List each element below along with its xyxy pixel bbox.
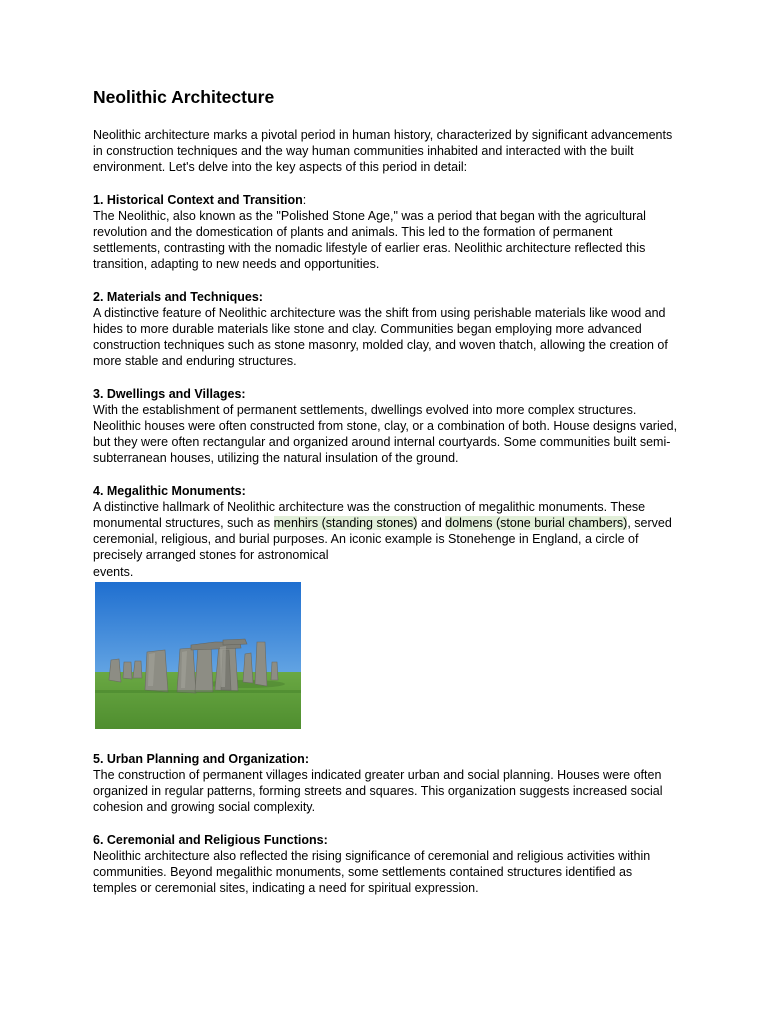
- document-content: [93, 86, 678, 913]
- section-ceremonial: [93, 832, 678, 897]
- section-megalithic: [93, 483, 678, 580]
- section-heading: 6. Ceremonial and Religious Functions:: [93, 832, 328, 847]
- section-body-part: , served ceremonial, religious, and burial purposes. An iconic example is Stonehenge in England, a circle of precisely arranged stones for astronomical: [93, 516, 672, 563]
- section-heading: 1. Historical Context and Transition:: [93, 192, 307, 207]
- section-body: Neolithic architecture also reflected the rising significance of ceremonial and religious activities within communities. Beyond megalithic monuments, some settlements contained structures identified as temples or ceremonial sites, indicating a need for spiritual expression.: [93, 848, 651, 896]
- section-body: With the establishment of permanent settlements, dwellings evolved into more complex structures. Neolithic houses were often constructed from stone, clay, or a combination of both. House designs varied, but they were often rectangular and organized around internal courtyards. Some communities built semi-subterranean houses, utilizing the natural insulation of the ground.: [93, 402, 678, 466]
- section-heading: 3. Dwellings and Villages:: [93, 386, 246, 401]
- highlight-dolmens: dolmens (stone burial chambers): [445, 516, 628, 531]
- section-body: A distinctive feature of Neolithic architecture was the shift from using perishable materials like wood and hides to more durable materials like stone and clay. Communities began employing more advanced construction techniques such as stone masonry, molded clay, and woven thatch, allowing the creation of more stable and enduring structures.: [93, 305, 668, 369]
- intro-paragraph: Neolithic architecture marks a pivotal period in human history, characterized by significant advancements in construction techniques and the way human communities inhabited and interacted with the built environment. Let's delve into the key aspects of this period in detail:: [93, 128, 673, 175]
- section-historical-context: [93, 192, 678, 273]
- section-urban-planning: [93, 751, 678, 816]
- section-body-part: and: [417, 516, 446, 531]
- highlight-menhirs: menhirs (standing stones): [273, 516, 418, 531]
- page-title: Neolithic Architecture: [93, 87, 275, 107]
- section-body: The construction of permanent villages indicated greater urban and social planning. Houses were often organized in regular patterns, forming streets and squares. This organization suggests increased social cohesion and growing social complexity.: [93, 768, 663, 815]
- section-body-part: events.: [93, 564, 134, 579]
- stonehenge-photo: [95, 582, 301, 729]
- section-materials: [93, 289, 678, 370]
- section-heading: 2. Materials and Techniques:: [93, 289, 263, 304]
- section-body: The Neolithic, also known as the "Polished Stone Age," was a period that began with the agricultural revolution and the domestication of plants and animals. This led to the formation of permanent settlements, contrasting with the nomadic lifestyle of earlier eras. Neolithic architecture reflected this transition, adapting to new needs and opportunities.: [93, 208, 646, 272]
- section-body-part: A distinctive hallmark of Neolithic architecture was the construction of megalithic monuments. These monumental structures, such as: [93, 499, 646, 531]
- section-dwellings: [93, 386, 678, 467]
- stonehenge-image: [95, 582, 301, 729]
- section-heading: 5. Urban Planning and Organization:: [93, 751, 309, 766]
- section-heading: 4. Megalithic Monuments:: [93, 483, 246, 498]
